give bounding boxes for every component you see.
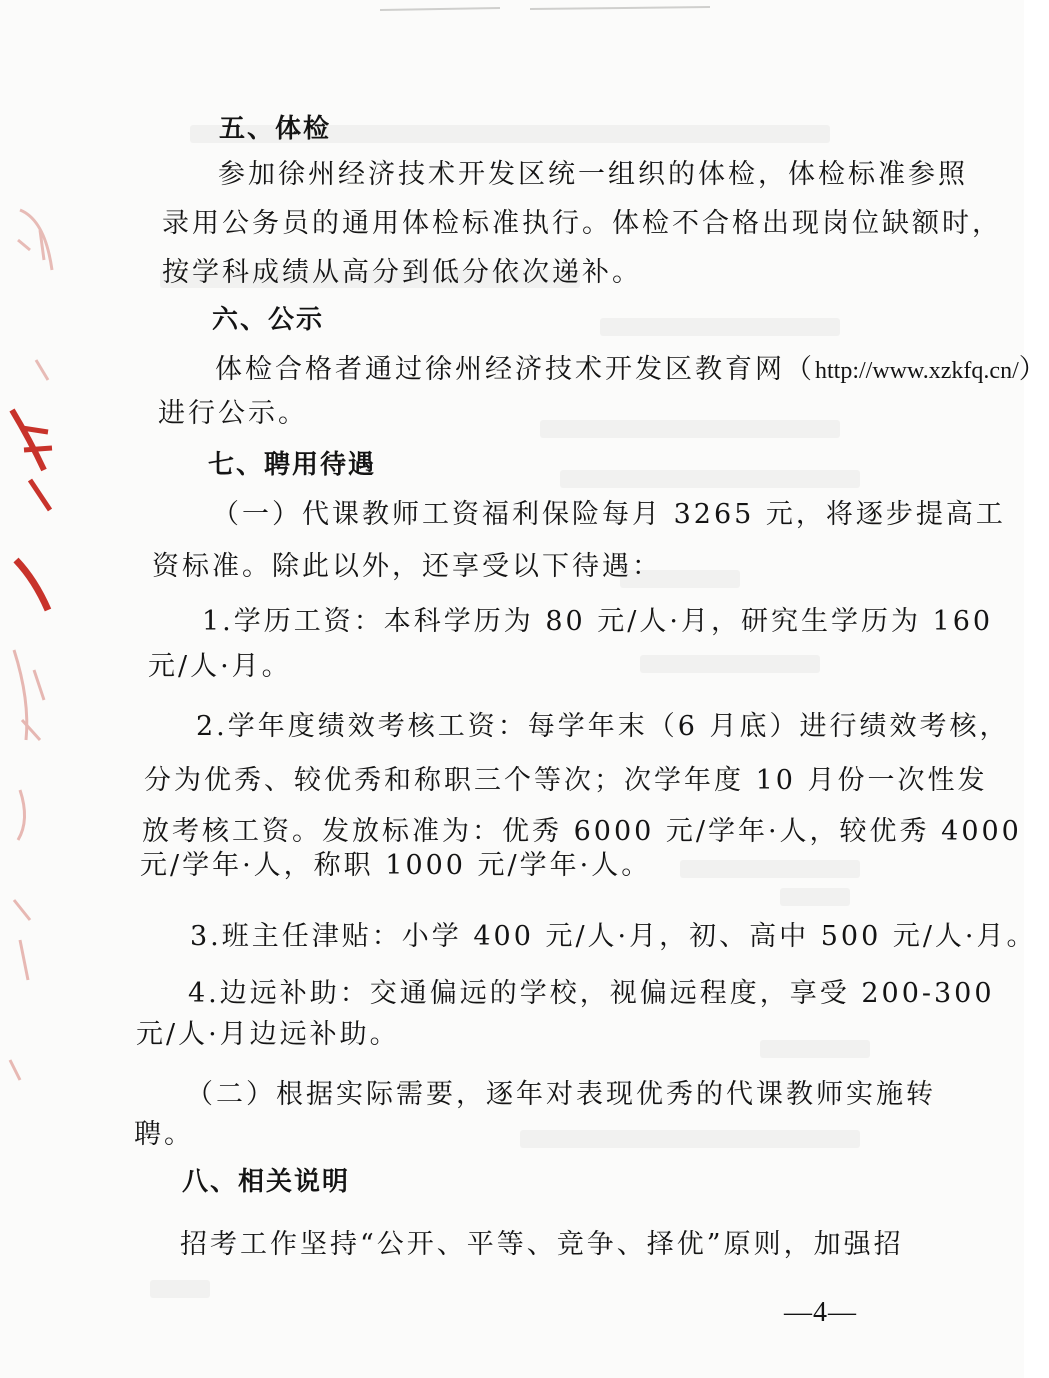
body-text-line: 分为优秀、较优秀和称职三个等次；次学年度 10 月份一次性发 xyxy=(144,765,988,796)
body-text-line: 2.学年度绩效考核工资：每学年末（6 月底）进行绩效考核， xyxy=(196,711,1010,742)
body-text-line: 4.边远补助：交通偏远的学校，视偏远程度，享受 200-300 xyxy=(188,978,995,1009)
bleed-through-mark xyxy=(540,420,840,438)
bleed-through-mark xyxy=(600,318,840,336)
body-text-line: （一）代课教师工资福利保险每月 3265 元，将逐步提高工 xyxy=(212,499,1006,530)
section-heading-publicity: 六、公示 xyxy=(212,305,325,335)
page-number: —4— xyxy=(784,1297,857,1328)
bleed-through-mark xyxy=(760,1040,870,1058)
body-text-line: （二）根据实际需要，逐年对表现优秀的代课教师实施转 xyxy=(186,1079,936,1110)
body-text-line: 3.班主任津贴：小学 400 元/人·月，初、高中 500 元/人·月。 xyxy=(190,921,1037,952)
body-text-line: 元/学年·人，称职 1000 元/学年·人。 xyxy=(140,850,652,881)
body-text-line xyxy=(215,353,1049,388)
education-website-url: http://www.xzkfq.cn/ xyxy=(815,358,1019,384)
bleed-through-mark xyxy=(680,860,860,878)
body-text-line: 进行公示。 xyxy=(158,398,308,429)
section-heading-benefits: 七、聘用待遇 xyxy=(208,450,377,480)
body-text-line: 1.学历工资：本科学历为 80 元/人·月，研究生学历为 160 xyxy=(202,606,994,637)
body-text-line: 资标准。除此以外，还享受以下待遇： xyxy=(152,551,662,582)
body-text-line: 放考核工资。发放标准为：优秀 6000 元/学年·人，较优秀 4000 xyxy=(142,816,1022,847)
bleed-through-mark xyxy=(640,655,820,673)
body-text-line: 录用公务员的通用体检标准执行。体检不合格出现岗位缺额时， xyxy=(162,208,1002,239)
scan-edge-mark xyxy=(380,0,710,14)
bleed-through-mark xyxy=(780,888,850,906)
body-text-line: 招考工作坚持“公开、平等、竞争、择优”原则，加强招 xyxy=(180,1229,904,1260)
section-heading-notes: 八、相关说明 xyxy=(182,1167,351,1197)
body-text-line: 元/人·月。 xyxy=(148,651,292,682)
bleed-through-mark xyxy=(150,1280,210,1298)
body-text-line: 参加徐州经济技术开发区统一组织的体检，体检标准参照 xyxy=(218,159,968,190)
publicity-close-paren: ） xyxy=(1018,354,1049,385)
body-text-line: 元/人·月边远补助。 xyxy=(136,1019,400,1050)
publicity-text: 体检合格者通过徐州经济技术开发区教育网（ xyxy=(215,354,815,385)
bleed-through-mark xyxy=(560,470,860,488)
body-text-line: 按学科成绩从高分到低分依次递补。 xyxy=(162,257,642,288)
body-text-line: 聘。 xyxy=(134,1119,194,1150)
bleed-through-mark xyxy=(520,1130,860,1148)
section-heading-physical-exam: 五、体检 xyxy=(219,114,332,144)
official-seal-fragment xyxy=(0,180,80,1120)
